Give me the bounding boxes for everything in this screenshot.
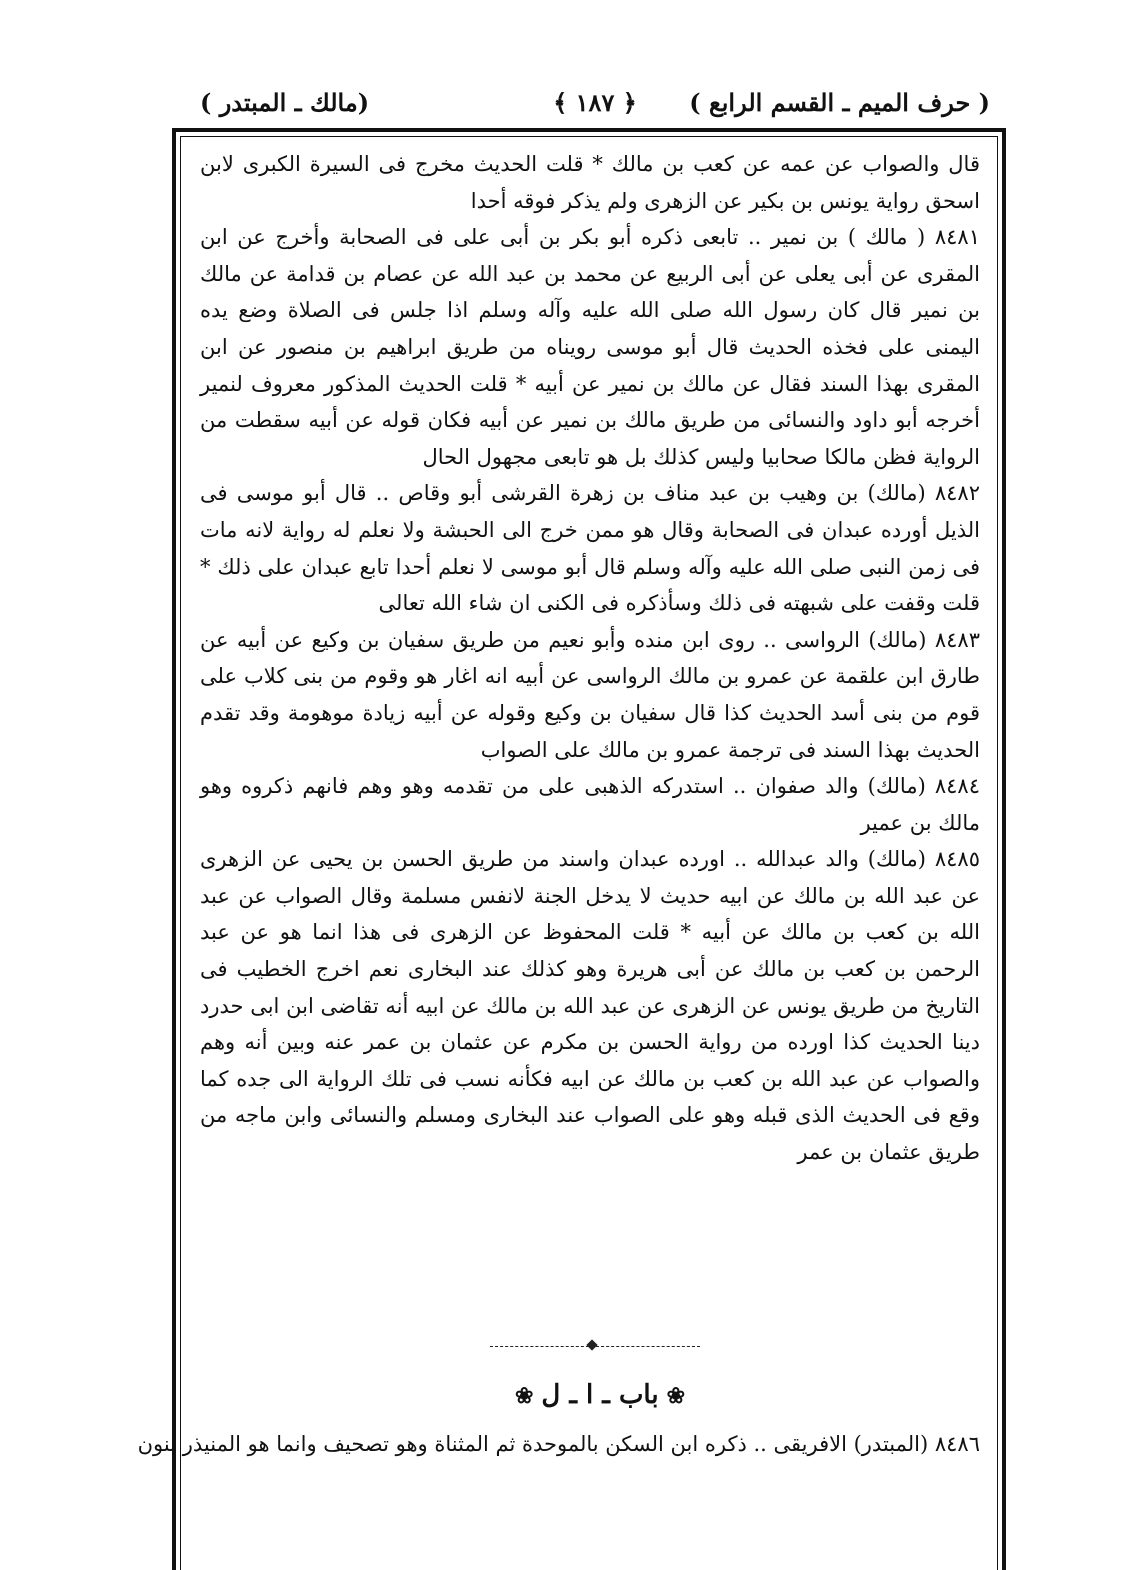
ornament-left-icon: ❀ (514, 1383, 534, 1409)
ornament-right-icon: ❀ (666, 1383, 686, 1409)
entry-8481: ٨٤٨١ ( مالك ) بن نمير .. تابعى ذكره أبو بكر بن أبى على فى الصحابة وأخرج عن ابن المقرى عن أبى يعلى عن أبى الربيع عن محمد بن عبد الله عن عصام بن قدامة عن مالك بن نمير قال كان رسول الله صلى الله عليه وآله وسلم اذا جلس فى الصلاة وضع يده اليمنى على فخذه الحديث قال أبو موسى رويناه من طريق ابراهيم بن منصور عن ابن المقرى بهذا السند فقال عن مالك بن نمير عن أبيه * قلت الحديث المذكور معروف لنمير أخرجه أبو داود والنسائى من طريق مالك بن نمير عن أبيه فكان قوله عن أبيه سقطت من الرواية فظن مالكا صحابيا وليس كذلك بل هو تابعى مجهول الحال (200, 225, 980, 469)
header-entry-range: (مالك ـ المبتدر ) (200, 88, 370, 117)
entry-8483: ٨٤٨٣ (مالك) الرواسى .. روى ابن منده وأبو نعيم من طريق سفيان بن وكيع عن أبيه عن طارق ابن علقمة عن عمرو بن مالك الرواسى عن أبيه انه اغار هو وقوم من بنى كلاب على قوم من بنى أسد الحديث كذا قال سفيان بن وكيع وقوله عن أبيه زيادة موهومة وقد تقدم الحديث بهذا السند فى ترجمة عمرو بن مالك على الصواب (200, 627, 980, 762)
entry-8485: ٨٤٨٥ (مالك) والد عبدالله .. اورده عبدان واسند من طريق الحسن بن يحيى عن الزهرى عن عبد الله بن مالك عن ابيه حديث لا يدخل الجنة لانفس مسلمة وقال الصواب عن عبد الله بن كعب بن مالك عن أبيه * قلت المحفوظ عن الزهرى فى هذا انما هو عن عبد الرحمن بن كعب بن مالك عن أبى هريرة وهو كذلك عند البخارى نعم اخرج الخطيب فى التاريخ من طريق يونس عن الزهرى عن عبد الله بن مالك عن ابيه أنه تقاضى ابن ابى حدرد دينا الحديث كذا اورده من رواية الحسن بن مكرم عن عثمان بن عمر عنه وبين أنه وهم والصواب عن عبد الله بن كعب بن مالك عن ابيه فكأنه نسب فى تلك الرواية الى جده كما وقع فى الحديث الذى قبله وهو على الصواب عند البخارى ومسلم والنسائى وابن ماجه من طريق عثمان بن عمر (200, 847, 980, 1165)
paragraph-continuation: قال والصواب عن عمه عن كعب بن مالك * قلت الحديث مخرج فى السيرة الكبرى لابن اسحق رواية يونس بن بكير عن الزهرى ولم يذكر فوقه أحدا (200, 152, 980, 213)
main-text (200, 146, 980, 1171)
running-header (200, 84, 990, 128)
section-heading (440, 1380, 760, 1410)
section-divider (490, 1344, 700, 1350)
page-number: ﴿ ١٨٧ ﴾ (553, 88, 637, 117)
section-heading-text: باب ـ ا ـ ل (541, 1380, 659, 1410)
entry-8486: ٨٤٨٦ (المبتدر) الافريقى .. ذكره ابن السكن بالموحدة ثم المثناة وهو تصحيف وانما هو المنيذر بنون (137, 1432, 980, 1456)
entry-8484: ٨٤٨٤ (مالك) والد صفوان .. استدركه الذهبى على من تقدمه وهو وهم فانهم ذكروه وهو مالك بن عمير (200, 774, 980, 835)
header-section-title: ( حرف الميم ـ القسم الرابع ) (689, 88, 990, 117)
entry-8482: ٨٤٨٢ (مالك) بن وهيب بن عبد مناف بن زهرة القرشى أبو وقاص .. قال أبو موسى فى الذيل أورده عبدان فى الصحابة وقال هو ممن خرج الى الحبشة ولا نعلم له رواية لانه مات فى زمن النبى صلى الله عليه وآله وسلم قال أبو موسى لا نعلم أحدا تابع عبدان على ذلك * قلت وقفت على شبهته فى ذلك وسأذكره فى الكنى ان شاء الله تعالى (200, 481, 980, 616)
